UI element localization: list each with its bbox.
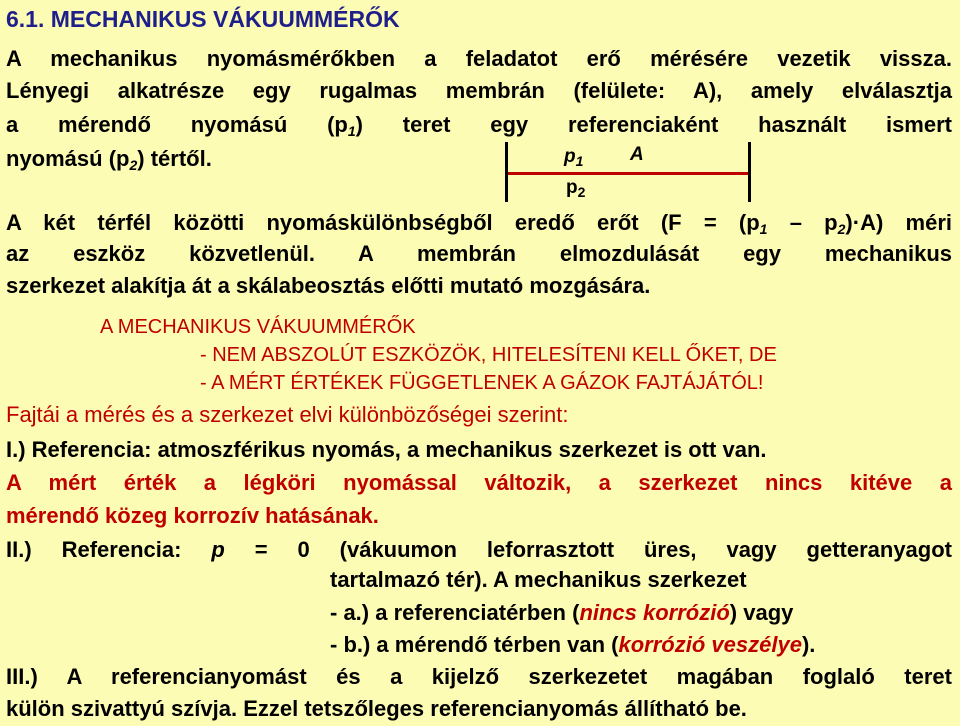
p2-label: $p_2$ [566, 177, 586, 200]
type-2-line-1: II.) Referencia: p = 0 (vákuumon leforrasztott üres, vagy getteranyagot [6, 537, 952, 562]
intro-line-1: A mechanikus nyomásmérőkben a feladatot erő mérésére vezetik vissza. [6, 46, 952, 71]
type-1-note-1: A mért érték a légköri nyomással változik, a szerkezet nincs kitéve a [6, 470, 952, 495]
types-heading: Fajtái a mérés és a szerkezet elvi különbözőségei szerint: [6, 402, 569, 427]
force-line-3: szerkezet alakítja át a skálabeosztás előtti mutató mozgására. [6, 273, 651, 298]
type-3-line-1: III.) A referencianyomást és a kijelző szerkezetet magában foglaló teret [6, 664, 952, 689]
note-line-2: - A MÉRT ÉRTÉKEK FÜGGETLENEK A GÁZOK FAJTÁJÁTÓL! [200, 372, 764, 394]
membrane-line [508, 172, 748, 175]
type-3-line-2: külön szivattyú szívja. Ezzel tetszőleges referencianyomás állítható be. [6, 696, 747, 721]
p1-label: $p_1$ [564, 146, 584, 169]
area-label: A [630, 144, 644, 165]
force-line-1: A két térfél közötti nyomáskülönbségből eredő erőt $(F = (p_1 - p_2)\cdot A)$ méri [6, 210, 952, 237]
force-line-2: az eszköz közvetlenül. A membrán elmozdulását egy mechanikus [6, 241, 952, 266]
type-1-note-2: mérendő közeg korrozív hatásának. [6, 503, 379, 528]
intro-line-2: Lényegi alkatrésze egy rugalmas membrán (felülete: A), amely elválasztja [6, 78, 952, 103]
right-wall [748, 142, 751, 202]
type-1-line: I.) Referencia: atmoszférikus nyomás, a mechanikus szerkezet is ott van. [6, 437, 767, 462]
type-2-option-a: - a.) a referenciatérben (nincs korrózió) vagy [330, 600, 794, 625]
intro-line-3: a mérendő nyomású $(p_1)$ teret egy referenciaként használt ismert [6, 112, 952, 139]
note-heading: A MECHANIKUS VÁKUUMMÉRŐK [100, 316, 416, 338]
type-2-line-2: tartalmazó tér). A mechanikus szerkezet [330, 567, 747, 592]
type-2-option-b: - b.) a mérendő térben van (korrózió veszélye). [330, 632, 816, 657]
page-title: 6.1. MECHANIKUS VÁKUUMMÉRŐK [6, 6, 400, 32]
note-line-1: - NEM ABSZOLÚT ESZKÖZÖK, HITELESÍTENI KELL ŐKET, DE [200, 344, 777, 366]
intro-line-4: nyomású $(p_2)$ tértől. [6, 146, 212, 173]
